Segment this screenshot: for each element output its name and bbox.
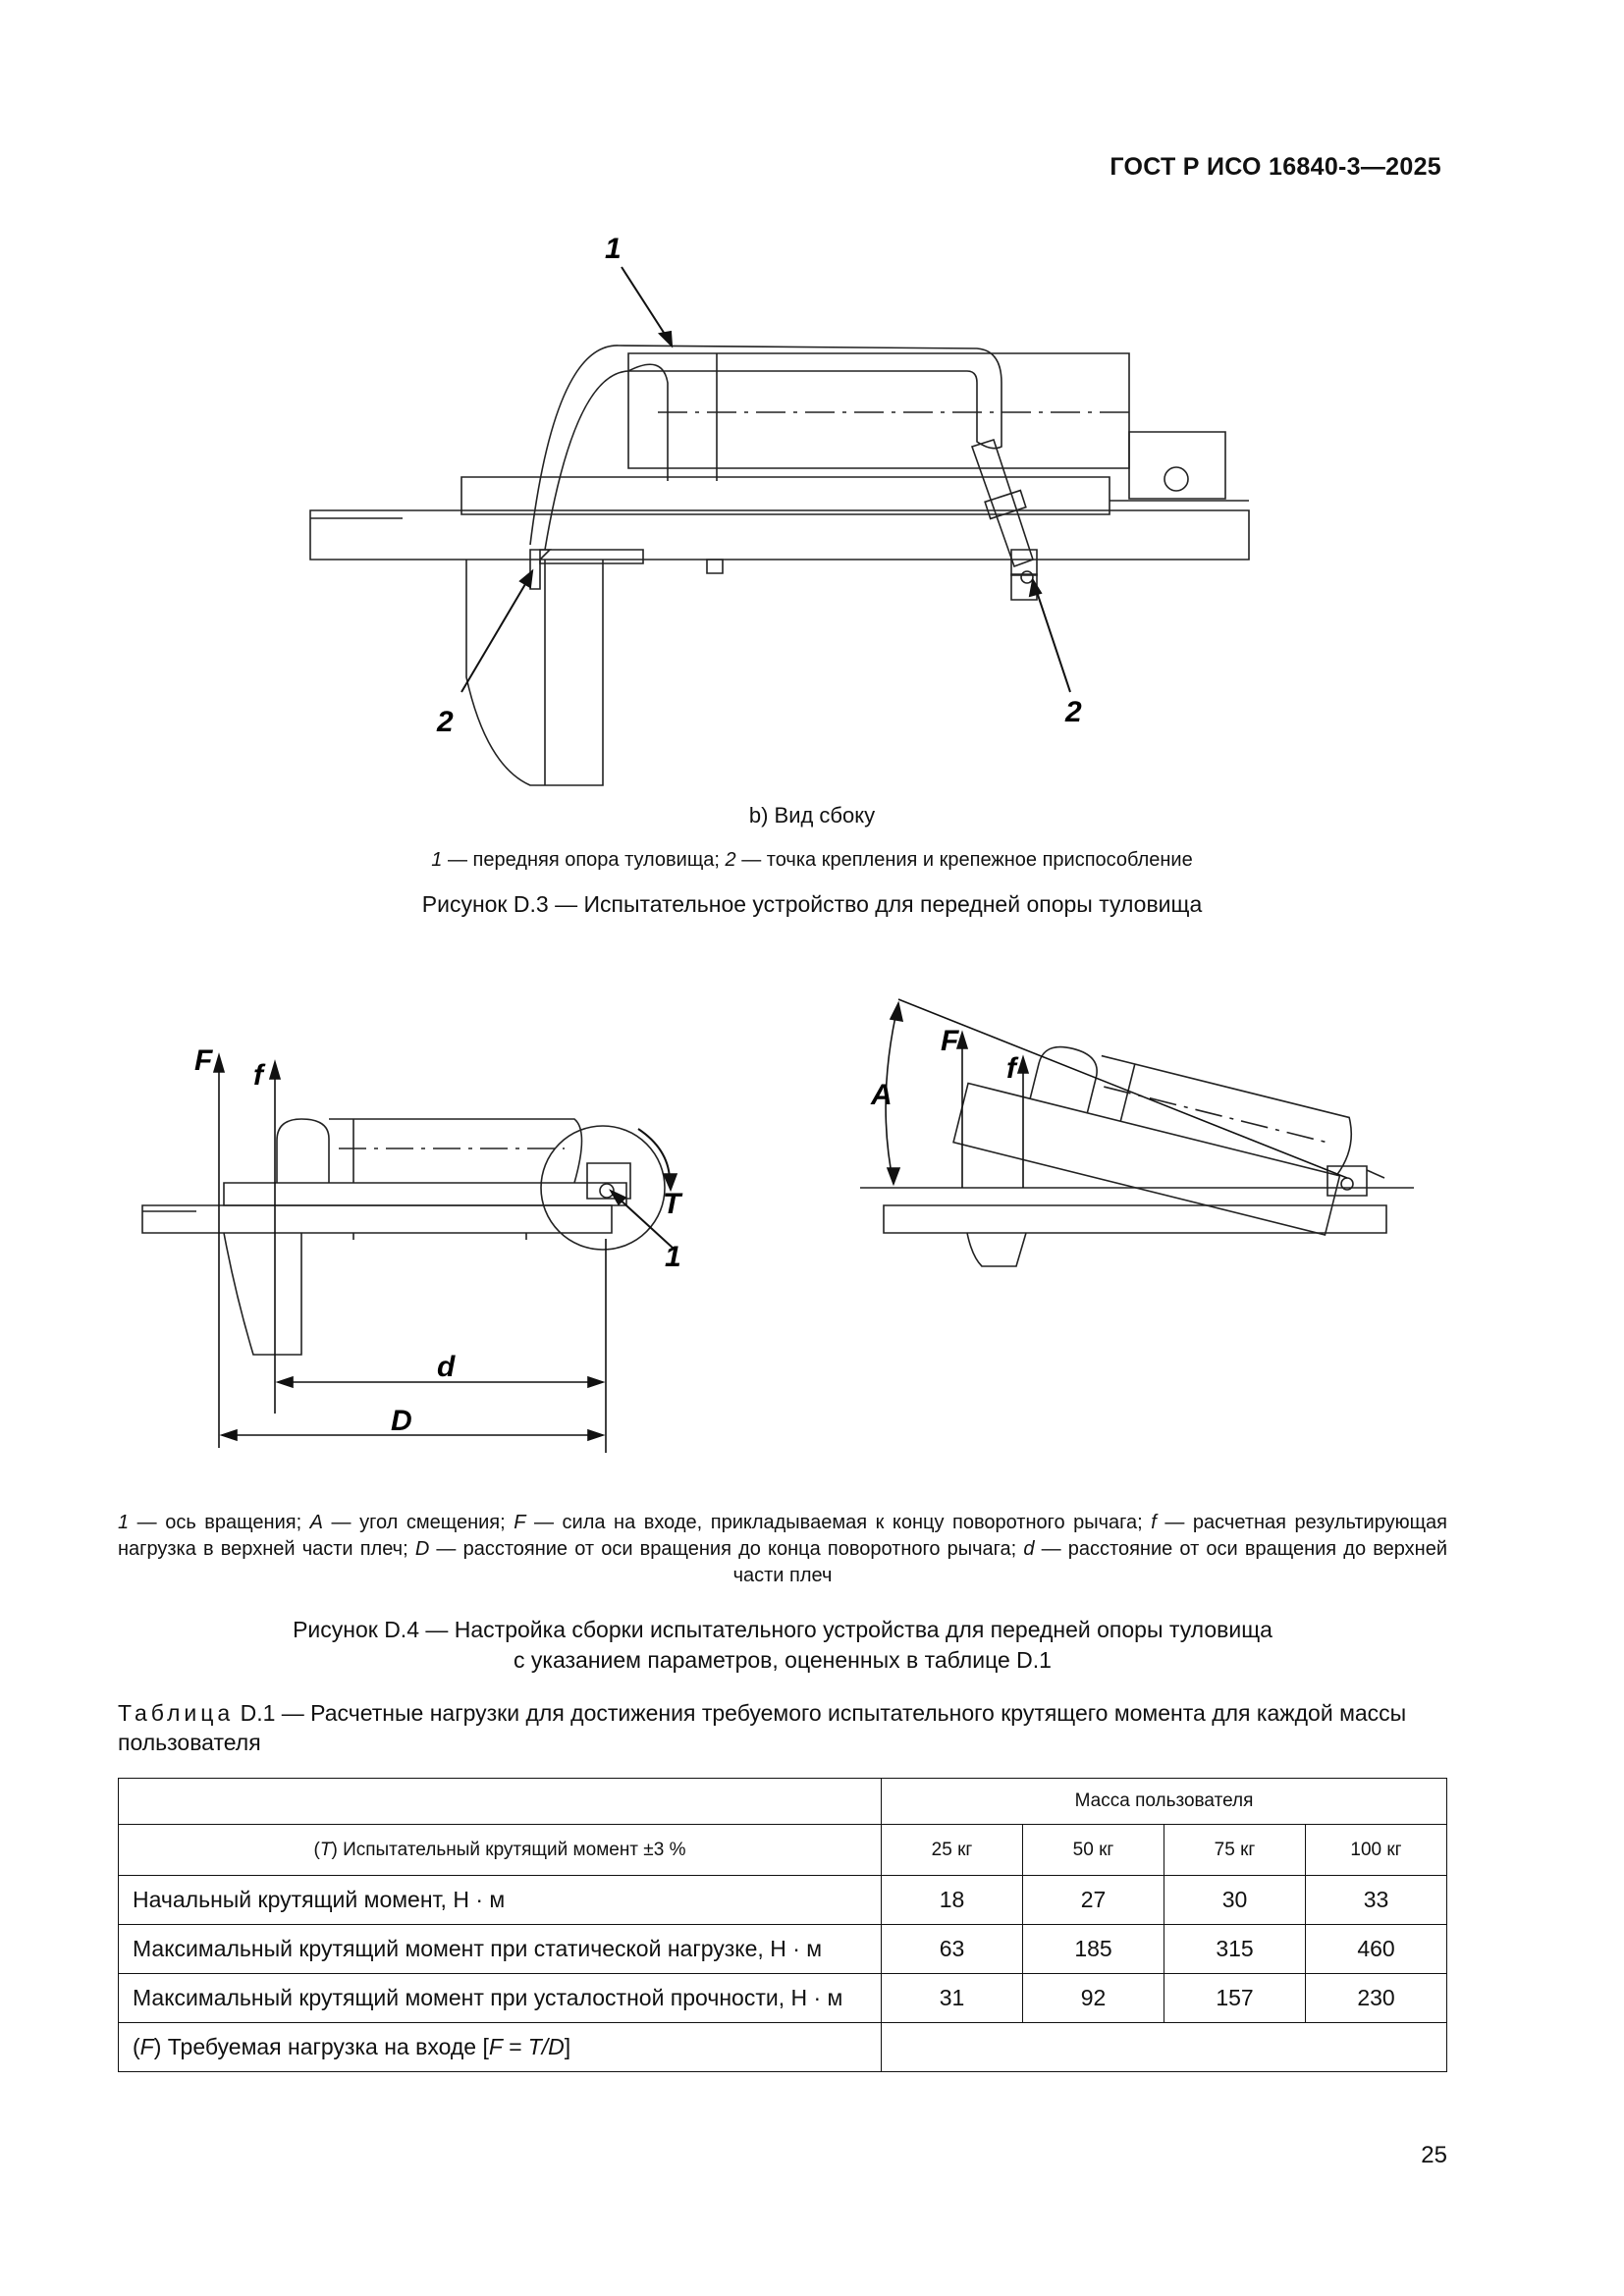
cell-value: 30 <box>1164 1876 1306 1925</box>
cell-value: 460 <box>1306 1925 1447 1974</box>
figure-d4-caption-line2: с указанием параметров, оцененных в таблице D.1 <box>514 1647 1052 1673</box>
label-item-1: 1 <box>605 233 622 265</box>
cell-value: 18 <box>882 1876 1023 1925</box>
cell-value: 230 <box>1306 1974 1447 2023</box>
label-f-right: f <box>1006 1052 1016 1085</box>
table-row <box>119 1925 1447 1974</box>
label-axis-1: 1 <box>665 1241 681 1273</box>
figure-d4-left-view <box>142 1119 665 1355</box>
cell-value: 27 <box>1023 1876 1164 1925</box>
page-number: 25 <box>1421 2142 1447 2168</box>
label-f-left: f <box>253 1059 263 1092</box>
cell-value: 157 <box>1164 1974 1306 2023</box>
label-F-right: F <box>941 1025 959 1057</box>
table-header-row <box>119 1825 1447 1876</box>
table-d1 <box>118 1778 1447 2072</box>
column-header: 50 кг <box>1023 1825 1164 1876</box>
cell-value: 185 <box>1023 1925 1164 1974</box>
table-row <box>119 1974 1447 2023</box>
cell-value: 33 <box>1306 1876 1447 1925</box>
cell-value: 31 <box>882 1974 1023 2023</box>
row-label: Максимальный крутящий момент при статической нагрузке, Н · м <box>119 1925 882 1974</box>
label-T: T <box>663 1188 681 1220</box>
cell-value: 92 <box>1023 1974 1164 2023</box>
label-F-left: F <box>194 1044 213 1077</box>
label-D: D <box>391 1405 412 1437</box>
row-label: Начальный крутящий момент, Н · м <box>119 1876 882 1925</box>
column-header: 100 кг <box>1306 1825 1447 1876</box>
table-corner-cell <box>119 1779 882 1825</box>
table-row <box>119 1876 1447 1925</box>
torque-header-cell: (T) Испытательный крутящий момент ±3 % <box>119 1825 882 1876</box>
label-item-2-left: 2 <box>437 706 454 738</box>
column-header: 25 кг <box>882 1825 1023 1876</box>
standard-code: ГОСТ Р ИСО 16840-3—2025 <box>1110 153 1441 181</box>
table-d1-title: Таблица D.1 — Расчетные нагрузки для достижения требуемого испытательного крутящего момента для каждой массы пользователя <box>118 1700 1407 1755</box>
table-row <box>119 2023 1447 2072</box>
label-A: A <box>871 1079 893 1111</box>
figure-d4-legend: 1 — ось вращения; A — угол смещения; F — сила на входе, прикладываемая к концу поворотного рычага; f — расчетная результирующая нагрузка в верхней части плеч; D — расстояние от оси вращения до конца поворотного рычага; d — расстояние от оси вращения до верхней части плеч <box>118 1512 1447 1586</box>
label-item-2-right: 2 <box>1065 696 1082 728</box>
group-header-cell: Масса пользователя <box>882 1779 1447 1825</box>
required-load-cell: (F) Требуемая нагрузка на входе [F = T/D] <box>119 2023 882 2072</box>
required-load-value-cell <box>882 2023 1447 2072</box>
row-label: Максимальный крутящий момент при усталостной прочности, Н · м <box>119 1974 882 2023</box>
table-header-row <box>119 1779 1447 1825</box>
label-d: d <box>437 1351 456 1383</box>
figure-d4-right-view <box>860 1026 1414 1266</box>
column-header: 75 кг <box>1164 1825 1306 1876</box>
figure-d4-caption-line1: Рисунок D.4 — Настройка сборки испытательного устройства для передней опоры туловища <box>293 1617 1272 1642</box>
figure-d3-caption: Рисунок D.3 — Испытательное устройство для передней опоры туловища <box>421 891 1203 917</box>
figure-d3-subcaption: b) Вид сбоку <box>748 803 876 828</box>
figure-d4-caption <box>118 1615 1447 1676</box>
cell-value: 63 <box>882 1925 1023 1974</box>
figure-d3-legend: 1 — передняя опора туловища; 2 — точка крепления и крепежное приспособление <box>431 849 1193 871</box>
cell-value: 315 <box>1164 1925 1306 1974</box>
